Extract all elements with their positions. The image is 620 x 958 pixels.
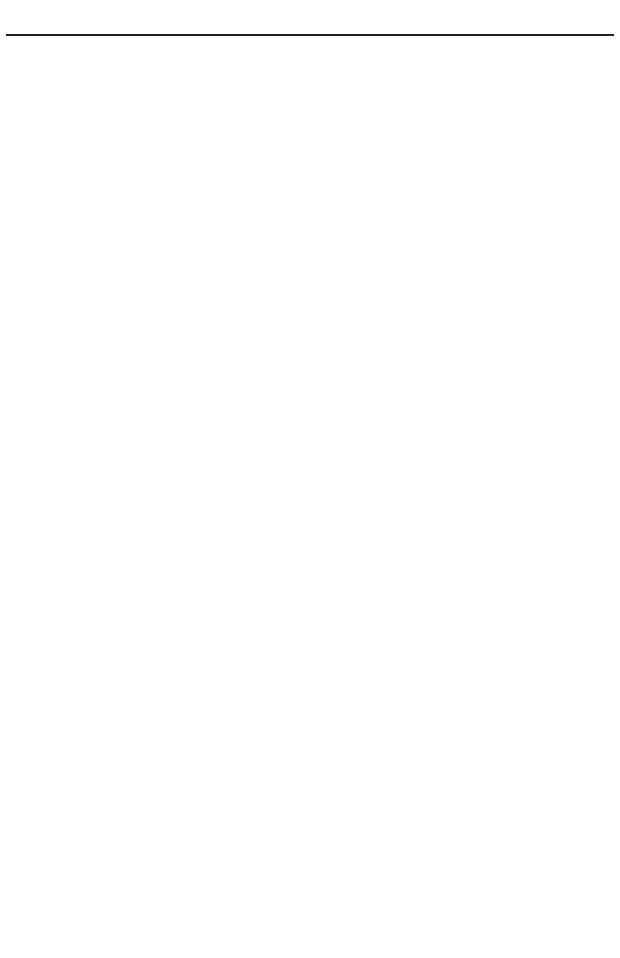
top-columns <box>6 39 614 679</box>
lower-columns <box>6 683 614 953</box>
masthead <box>6 4 614 36</box>
